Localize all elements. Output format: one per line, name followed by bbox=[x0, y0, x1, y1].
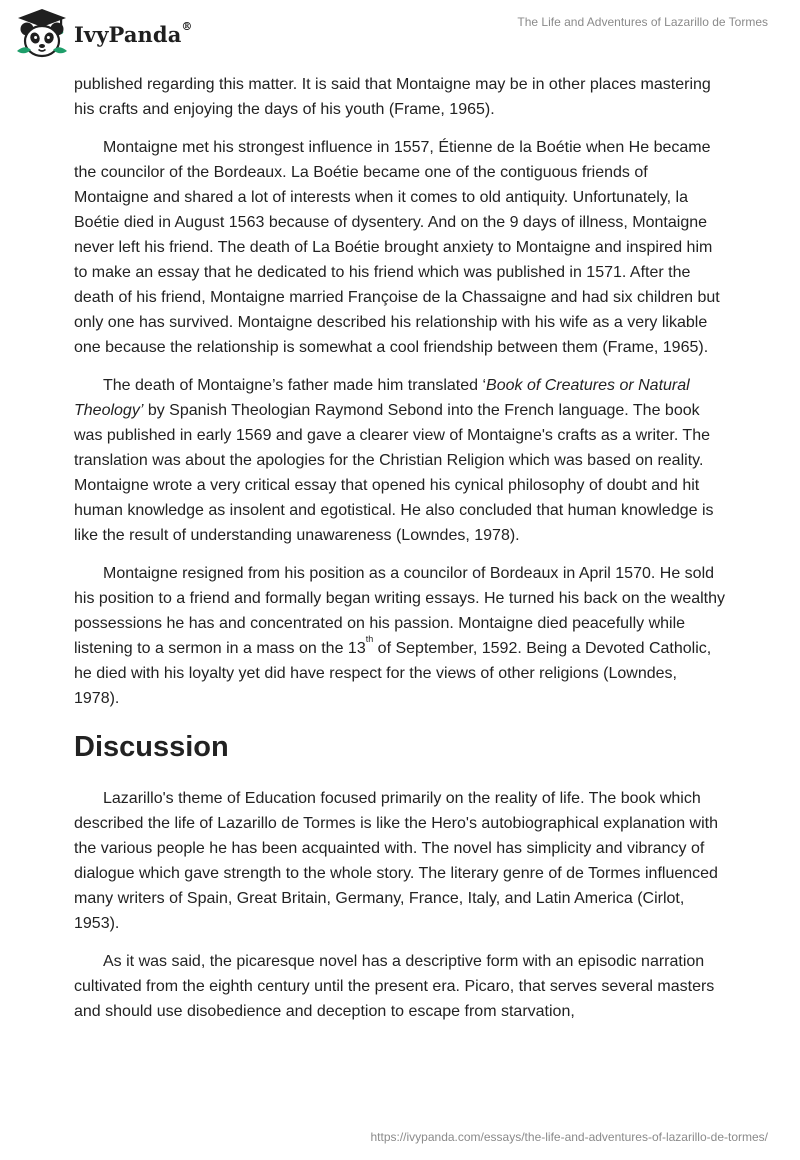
section-heading-discussion: Discussion bbox=[74, 731, 229, 763]
source-url[interactable]: https://ivypanda.com/essays/the-life-and-adventures-of-lazarillo-de-tormes/ bbox=[370, 1130, 768, 1144]
document-title: The Life and Adventures of Lazarillo de Tormes bbox=[517, 15, 768, 29]
paragraph-4-text-b: of September, 1592. Being a Devoted Catholic, he died with his loyalty yet did have respect for the views of other religions (Lowndes, 1978). bbox=[74, 640, 712, 707]
paragraph-6: As it was said, the picaresque novel has a descriptive form with an episodic narration cultivated from the eighth century until the present era. Picaro, that serves several masters and should use disobedience and deception to escape from starvation, bbox=[74, 953, 715, 1020]
paragraph-2: Montaigne met his strongest influence in 1557, Étienne de la Boétie when He became the councilor of the Bordeaux. La Boétie became one of the contiguous friends of Montaigne and shared a lot of interests when it comes to old antiquity. Unfortunately, la Boétie died in August 1563 because of dysentery. And on the 9 days of illness, Montaigne never left his friend. The death of La Boétie brought anxiety to Montaigne and inspired him to make an essay that he dedicated to his friend which was published in 1571. After the death of his friend, Montaigne married Françoise de la Chassaigne and had six children but only one has survived. Montaigne described his relationship with his wife as a very likable one because the relationship is somewhat a cool friendship between them (Frame, 1965). bbox=[74, 139, 720, 356]
panda-graduation-cap-logo-icon bbox=[14, 7, 70, 61]
paragraph-3-text-a: The death of Montaigne’s father made him translated ‘ bbox=[103, 377, 487, 394]
paragraph-3-text-b: by Spanish Theologian Raymond Sebond into the French language. The book was published in early 1569 and gave a clearer view of Montaigne's crafts as a writer. The translation was about the apologies for the Christian Religion which was based on reality. Montaigne wrote a very critical essay that opened his cynical philosophy of doubt and hit human knowledge as insolent and egotistical. He also concluded that human knowledge is like the result of understanding unawareness (Lowndes, 1978). bbox=[74, 402, 714, 544]
paragraph-4-text-a: Montaigne resigned from his position as a councilor of Bordeaux in April 1570. He sold his position to a friend and formally began writing essays. He turned his back on the wealthy possessions he has and concentrated on his passion. Montaigne died peacefully while listening to a sermon in a mass on the 13 bbox=[74, 565, 726, 657]
paragraph-1: published regarding this matter. It is said that Montaigne may be in other places mastering his crafts and enjoying the days of his youth (Frame, 1965). bbox=[74, 76, 711, 118]
paragraph-4 bbox=[74, 561, 726, 711]
ivypanda-logo[interactable] bbox=[14, 7, 193, 61]
book-title-italic: Book of Creatures or Natural Theology’ bbox=[74, 377, 690, 419]
essay-body bbox=[74, 72, 726, 1037]
page-header bbox=[0, 0, 800, 64]
paragraph-3 bbox=[74, 373, 726, 548]
ordinal-suffix: th bbox=[365, 634, 374, 644]
registered-mark: ® bbox=[181, 19, 193, 33]
paragraph-5: Lazarillo's theme of Education focused primarily on the reality of life. The book which described the life of Lazarillo de Tormes is like the Hero's autobiographical explanation with the various people he has been acquainted with. The novel has simplicity and vibrancy of dialogue which gave strength to the whole story. The literary genre of de Tormes influenced many writers of Spain, Great Britain, Germany, France, Italy, and Latin America (Cirlot, 1953). bbox=[74, 790, 719, 932]
brand-name: IvyPanda® bbox=[74, 19, 193, 47]
